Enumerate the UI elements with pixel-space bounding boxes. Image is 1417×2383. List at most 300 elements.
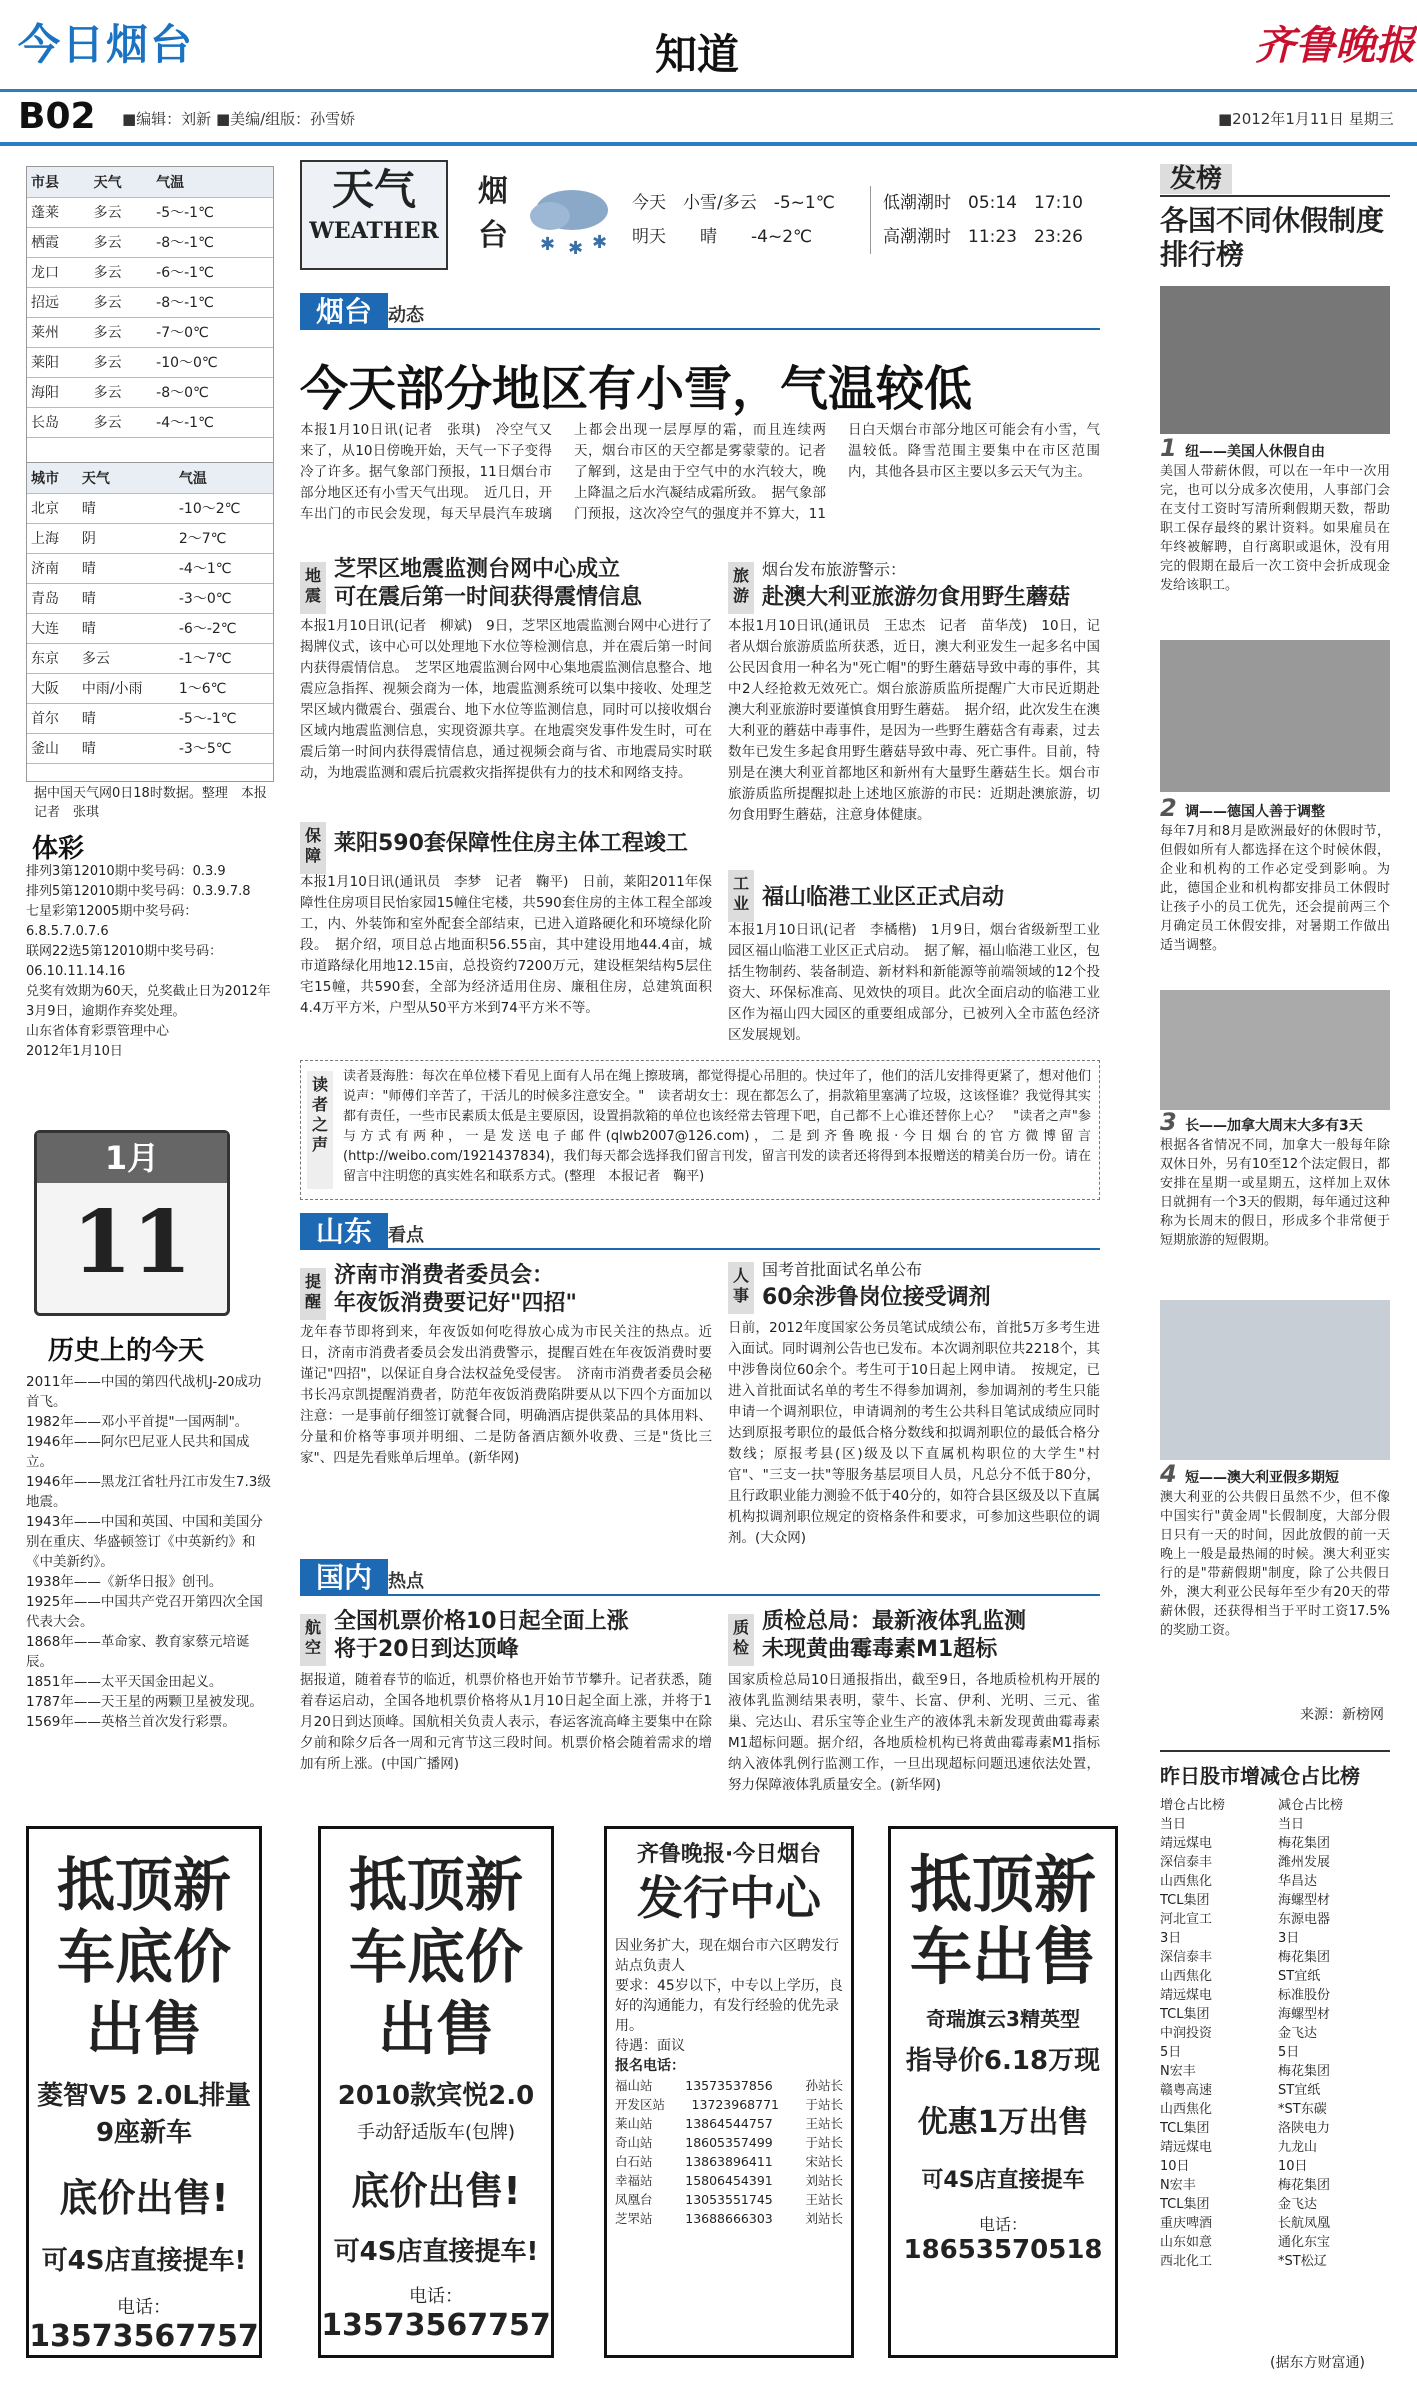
ad-contact-cell: 15806454391: [685, 2173, 773, 2188]
history-item: 1569年——英格兰首次发行彩票。: [26, 1714, 236, 1730]
county-weather-row: [27, 287, 273, 317]
county-weather-cell: 莱阳: [27, 347, 90, 377]
stock-decrease-item: 潍州发展: [1278, 1855, 1331, 1870]
history-item: 1851年——太平天国金田起义。: [26, 1674, 223, 1690]
stock-decrease-item: ST宜纸: [1278, 2083, 1321, 2098]
calendar: [34, 1130, 230, 1316]
tide-low: 低潮潮时 05:14 17:10: [883, 193, 1083, 213]
reader-vtag: 读者之声: [307, 1071, 333, 1189]
story4-body: 本报1月10日讯(记者 李橘楷) 1月9日，烟台省级新型工业园区福山临港工业区正式启动。 据了解，福山临港工业区，包括生物制药、装备制造、新材料和新能源等前端领域的12个投资大、环保标准高、见效快的项目。此次全面启动的临港工业区作为福山四大园区的重要组成部分，已被列入全市蓝色经济区发展规划。: [728, 922, 1100, 1043]
stock-increase-item: 5日: [1160, 2045, 1182, 2060]
lottery-line: 排列5第12010期中奖号码：0.3.9.7.8: [26, 884, 251, 899]
ad-contact-cell: 王站长: [805, 2116, 843, 2131]
stock-decrease-item: 梅花集团: [1278, 2064, 1331, 2079]
history-item: 1943年——中国和英国、中国和美国分别在重庆、华盛顿签订《中英新约》和《中美新约》。: [26, 1514, 263, 1570]
lottery-list: [26, 862, 274, 1062]
stock-increase-item: 靖远煤电: [1160, 2140, 1213, 2155]
stock-increase-item: 靖远煤电: [1160, 1988, 1213, 2003]
stock-increase-item: TCL集团: [1160, 2007, 1210, 2022]
section-title: 知道: [655, 30, 740, 79]
holiday-item-3: [1160, 1108, 1390, 1250]
story4-vtag: 工业: [728, 870, 754, 922]
ad1-promo: 底价出售!: [59, 2176, 229, 2220]
city-weather-cell: 北京: [27, 493, 78, 523]
ad-contact-cell: 宋站长: [805, 2154, 843, 2169]
gn-s2-body: 国家质检总局10日通报指出，截至9日，各地质检机构开展的液体乳监测结果表明，蒙牛、长富、伊利、光明、三元、雀巢、完达山、君乐宝等企业生产的液体乳未新发现黄曲霉毒素M1超标问题。据介绍，各地质检机构已将黄曲霉毒素M1指标纳入液体乳例行监测工作，一旦出现超标问题迅速依法处置，努力保障液体乳质量安全。(新华网): [728, 1672, 1100, 1793]
city-weather-row: [27, 733, 273, 763]
ad-contact-cell: 13863896411: [685, 2154, 773, 2169]
county-weather-cell: 多云: [90, 317, 153, 347]
city-weather-cell: 大连: [27, 613, 78, 643]
holiday-item-number: 4: [1160, 1460, 1186, 1488]
calendar-month: 1月: [37, 1133, 227, 1183]
stock-decrease-item: 洛陕电力: [1278, 2121, 1331, 2136]
city-weather-cell: 2～7℃: [175, 523, 273, 553]
county-weather-cell: -10～0℃: [152, 347, 273, 377]
ad2-shop: 可4S店直接提车!: [333, 2237, 539, 2267]
ad2-promo: 底价出售!: [351, 2169, 521, 2213]
stock-decrease-item: 减仓占比榜: [1278, 1798, 1344, 1813]
county-weather-cell: 龙口: [27, 257, 90, 287]
stock-increase-item: 山西焦化: [1160, 1874, 1213, 1889]
sd-s1-vtag: 提醒: [300, 1268, 326, 1320]
history-item: 1938年——《新华日报》创刊。: [26, 1574, 223, 1590]
ad-contact-cell: 幸福站: [615, 2173, 653, 2188]
history-title: 历史上的今天: [48, 1336, 205, 1366]
stock-increase-item: 增仓占比榜: [1160, 1798, 1226, 1813]
ad-contact-cell: 芝罘站: [615, 2211, 653, 2226]
story3-body: 本报1月10日讯(通讯员 王忠杰 记者 苗华茂) 10日，记者从烟台旅游质监所获悉，近日，澳大利亚发生一起多名中国公民因食用一种名为"死亡帽"的野生蘑菇导致中毒的事件，其中2人经抢救无效死亡。烟台旅游质监所提醒广大市民近期赴澳大利亚旅游时要谨慎食用野生蘑菇。 据介绍，此次发生在澳大利亚的蘑菇中毒事件，是因为一些野生蘑菇含有毒素，过去数年已发生多起食用野生蘑菇导致中毒、死亡事件。目前，特别是在澳大利亚首都地区和新州有大量野生蘑菇生长。烟台市旅游质监所提醒拟赴上述地区旅游的市民：近期赴澳旅游，切勿食用野生蘑菇，注意身体健康。: [728, 618, 1100, 823]
shandong-tag: 山东: [300, 1213, 388, 1250]
stock-decrease-item: 梅花集团: [1278, 1950, 1331, 1965]
county-weather-cell: -4～-1℃: [152, 407, 273, 437]
holiday-tag-bar: [1160, 158, 1390, 197]
county-weather-cell: 多云: [90, 407, 153, 437]
county-weather-cell: 莱州: [27, 317, 90, 347]
city-weather-cell: 晴: [78, 613, 175, 643]
sd-s2-headline: [762, 1256, 1102, 1312]
city-weather-cell: 青岛: [27, 583, 78, 613]
stock-decrease-item: 梅花集团: [1278, 1836, 1331, 1851]
city-weather-row: [27, 673, 273, 703]
svg-text:✱: ✱: [568, 238, 584, 258]
city-weather-cell: -3～0℃: [175, 583, 273, 613]
reader-body: 读者聂海胜：每次在单位楼下看见上面有人吊在绳上擦玻璃，都觉得提心吊胆的。快过年了，他们的活儿安排得更紧了，想对他们说声："师傅们辛苦了，干活儿的时候多注意安全。" 读者胡女士：现在都怎么了，捐款箱里塞满了垃圾，这该怪谁？我觉得其实都有责任，一些市民素质太低是主要原因，设置捐款箱的单位也该经常去管理下吧，自己都不上心谁还替你上心？ "读者之声"参与方式有两种，一是发送电子邮件(qlwb2007@126.com)，二是到齐鲁晚报·今日烟台的官方微博留言(http://weibo.com/1921437834)，我们每天都会选择我们留言刊发，留言刊发的读者还将得到本报赠送的精美台历一份。请在留言中注明您的真实姓名和联系方式。(整理 本报记者 鞠平): [343, 1069, 1091, 1184]
ad-contact-row: [615, 2076, 843, 2095]
gn-s2-head1: 质检总局：最新液体乳监测: [762, 1609, 1027, 1634]
stocks-increase-col: [1160, 1796, 1275, 2271]
stock-increase-item: 山西焦化: [1160, 1969, 1213, 1984]
city-weather-cell: 晴: [78, 553, 175, 583]
stock-decrease-item: 通化东宝: [1278, 2235, 1331, 2250]
county-weather-header-cell: 气温: [152, 167, 273, 197]
stock-decrease-item: ST宜纸: [1278, 1969, 1321, 1984]
yantai-tag: 烟台: [300, 293, 388, 330]
city-weather-header-cell: 气温: [175, 463, 273, 493]
ad1-phone-label: 电话：: [117, 2297, 171, 2318]
county-weather-cell: 蓬莱: [27, 197, 90, 227]
ad-car-3: [888, 1826, 1118, 2358]
lottery-line: 山东省体育彩票管理中心: [26, 1024, 170, 1039]
ad-car-1: [26, 1826, 262, 2358]
ad-contact-cell: 13053551745: [685, 2192, 773, 2207]
city-weather-cell: 中雨/小雨: [78, 673, 175, 703]
stock-decrease-item: 东源电器: [1278, 1912, 1331, 1927]
county-weather-cell: -8～0℃: [152, 377, 273, 407]
ad2-sub: 手动舒适版车(包牌): [356, 2122, 516, 2143]
ad-contact-row: [615, 2114, 843, 2133]
city-weather-cell: 晴: [78, 493, 175, 523]
sd-s1-head1: 济南市消费者委员会：: [334, 1263, 555, 1288]
city-weather-cell: -6～-2℃: [175, 613, 273, 643]
lottery-line: 七星彩第12005期中奖号码：6.8.5.7.0.7.6: [26, 904, 198, 939]
city-weather-row: [27, 703, 273, 733]
ad2-title: 抵顶新车底价出售: [348, 1851, 523, 2063]
svg-text:✱: ✱: [540, 234, 556, 255]
yantai-sub: 动态: [388, 305, 425, 326]
county-weather-row: [27, 197, 273, 227]
ad3-title2: 发行中心: [637, 1871, 821, 1925]
ad3-wait: 待遇：面议: [615, 2038, 685, 2054]
shandong-section-bar: [300, 1210, 1100, 1250]
stock-decrease-item: 九龙山: [1278, 2140, 1318, 2155]
county-weather-cell: 多云: [90, 197, 153, 227]
weather-source: 据中国天气网0日18时数据。整理 本报记者 张琪: [34, 786, 267, 820]
ad1-shop: 可4S店直接提车!: [41, 2246, 247, 2276]
holiday-item-body: 澳大利亚的公共假日虽然不少，但不像中国实行"黄金周"长假制度，大部分假日只有一天的时间，因此放假的前一天晚上一般是最热闹的时候。澳大利亚实行的是"带薪假期"制度，除了公共假日外，澳大利亚公民每年至少有20天的带薪休假，还获得相当于平时工资17.5%的奖励工资。: [1160, 1490, 1390, 1638]
yantai-headline: 今天部分地区有小雪，气温较低: [300, 361, 973, 417]
county-weather-cell: 海阳: [27, 377, 90, 407]
county-weather-cell: -8～-1℃: [152, 287, 273, 317]
stock-increase-item: TCL集团: [1160, 1893, 1210, 1908]
city-weather-cell: -3～5℃: [175, 733, 273, 763]
stock-decrease-item: 金飞达: [1278, 2197, 1318, 2212]
stock-increase-item: 3日: [1160, 1931, 1182, 1946]
holiday-item-head: 短——澳大利亚假多期短: [1185, 1470, 1340, 1486]
county-weather-cell: -8～-1℃: [152, 227, 273, 257]
county-weather-row: [27, 407, 273, 437]
yantai-section-bar: [300, 290, 1100, 330]
holiday-item-number: 1: [1160, 434, 1186, 462]
gn-s1-head1: 全国机票价格10日起全面上涨: [334, 1609, 629, 1634]
ad-car-2: [318, 1826, 554, 2358]
ad-contact-cell: 13864544757: [685, 2116, 773, 2131]
county-weather-row: [27, 227, 273, 257]
history-item: 1925年——中国共产党召开第四次全国代表大会。: [26, 1594, 263, 1630]
story1-vtag: 地震: [300, 562, 326, 614]
story1-body: 本报1月10日讯(记者 柳斌) 9日，芝罘区地震监测台网中心进行了揭牌仪式，该中心可以处理地下水位等检测信息，并在震后第一时间内获得震情信息。 芝罘区地震监测台网中心集地震监测信息整合、地震应急指挥、视频会商为一体，地震监测系统可以集中接收、处理芝罘区域内微震台、强震台、地下水位等监测信息，同时可以接收烟台区域内地震监测信息，实现资源共享。在地震突发事件发生时，可在震后第一时间内获得震情信息，通过视频会商与省、市地震局实时联动，为地震监测和震后抗震救灾指挥提供有力的技术和网络支持。: [300, 618, 712, 781]
ad3-contacts-head: 报名电话：: [615, 2058, 685, 2074]
lottery-line: 兑奖有效期为60天，兑奖截止日为2012年3月9日，逾期作弃奖处理。: [26, 984, 271, 1019]
photo-germany: [1160, 640, 1390, 792]
weather-badge: [300, 160, 448, 270]
holiday-item-body: 根据各省情况不同，加拿大一般每年除双休日外，另有10至12个法定假日，都安排在星期一或星期五，这样加上双休日就拥有一个3天的假期，每年通过这种称为长周末的假日，形成多个非常便于短期旅游的短假期。: [1160, 1138, 1390, 1248]
stock-increase-item: 山西焦化: [1160, 2102, 1213, 2117]
ad-contact-cell: 18605357499: [685, 2135, 773, 2150]
city-weather-cell: 晴: [78, 733, 175, 763]
stock-decrease-item: 标准股份: [1278, 1988, 1331, 2003]
stock-increase-item: 中润投资: [1160, 2026, 1213, 2041]
ad-contact-cell: 奇山站: [615, 2135, 653, 2150]
ad-contact-cell: 刘站长: [805, 2173, 843, 2188]
stocks-decrease-col: [1278, 1796, 1393, 2271]
stock-decrease-item: 海螺型材: [1278, 2007, 1331, 2022]
stock-decrease-item: 当日: [1278, 1817, 1305, 1832]
tide-table: [870, 186, 1090, 254]
weather-city: [478, 170, 508, 258]
weather-badge-cn: 天气: [331, 165, 416, 214]
ad-contact-cell: 13573537856: [685, 2078, 773, 2093]
ad-contact-row: [615, 2152, 843, 2171]
stock-decrease-item: *ST东碳: [1278, 2102, 1327, 2117]
ad-contact-cell: 于站长: [805, 2135, 843, 2150]
stock-increase-item: N宏丰: [1160, 2064, 1196, 2079]
ad-contact-row: [615, 2209, 843, 2228]
city-weather-cell: -1～7℃: [175, 643, 273, 673]
sd-s1-head2: 年夜饭消费要记好"四招": [334, 1291, 577, 1316]
holiday-item-head: 调——德国人善于调整: [1185, 804, 1326, 820]
lottery-line: 排列3第12010期中奖号码：0.3.9: [26, 864, 226, 879]
history-item: 1787年——天王星的两颗卫星被发现。: [26, 1694, 263, 1710]
ad-contact-cell: 凤凰台: [615, 2192, 653, 2207]
gn-s2-vtag: 质检: [728, 1614, 754, 1666]
history-item: 1868年——革命家、教育家蔡元培诞辰。: [26, 1634, 250, 1670]
holiday-item-head: 纽——美国人休假自由: [1185, 444, 1326, 460]
history-item: 1982年——邓小平首提"一国两制"。: [26, 1414, 249, 1430]
ad4-phone-label: 电话：: [978, 2215, 1027, 2234]
ad-distribution: [604, 1826, 854, 2358]
story3-headline: [762, 556, 1102, 612]
city-weather-cell: 大阪: [27, 673, 78, 703]
holiday-source: 来源：新榜网: [1300, 1707, 1384, 1723]
brand-title: 今日烟台: [18, 20, 195, 69]
ad3-req: 要求：45岁以下，中专以上学历，良好的沟通能力，有发行经验的优先录用。: [615, 1978, 843, 2034]
county-weather-cell: 栖霞: [27, 227, 90, 257]
stock-decrease-item: 梅花集团: [1278, 2178, 1331, 2193]
city-weather-cell: 济南: [27, 553, 78, 583]
county-weather-cell: -5～-1℃: [152, 197, 273, 227]
stock-increase-item: 西北化工: [1160, 2254, 1213, 2269]
ad2-phone: 13573567757: [321, 2308, 551, 2343]
gn-s2-head2: 未现黄曲霉毒素M1超标: [762, 1637, 998, 1662]
city-weather-cell: -5～-1℃: [175, 703, 273, 733]
city-weather-cell: 1～6℃: [175, 673, 273, 703]
county-weather-cell: 多云: [90, 377, 153, 407]
gn-s1-vtag: 航空: [300, 1614, 326, 1666]
ad-contact-cell: 白石站: [615, 2154, 653, 2169]
ad-contact-cell: 13723968771: [691, 2097, 779, 2112]
ad-contact-cell: 开发区站: [615, 2097, 666, 2112]
city-weather-cell: 阴: [78, 523, 175, 553]
ad3-title: 齐鲁晚报·今日烟台: [636, 1842, 822, 1867]
city-weather-cell: 多云: [78, 643, 175, 673]
story3-vtag: 旅游: [728, 562, 754, 614]
sd-s2-body: 日前，2012年度国家公务员笔试成绩公布，首批5万多考生进入面试。同时调剂公告也已发布。本次调剂职位共2218个，其中涉鲁岗位60余个。考生可于10日起上网申请。 按规定，已进入首批面试名单的考生不得参加调剂，参加调剂的考生只能申请一个调剂职位，申请调剂的考生公共科目笔试成绩应同时达到原报考职位的最低合格分数线和拟调剂职位的最低合格分数线；原报考县(区)级及以下直属机构职位的大学生"村官"、"三支一扶"等服务基层项目人员，凡总分不低于80分，且行政职业能力测验不低于40分的，如符合县区级及以下直属机构拟调剂职位规定的资格条件和要求，可参加这些职位的调剂。(大众网): [728, 1320, 1100, 1546]
calendar-day: 11: [72, 1192, 192, 1293]
county-weather-row: [27, 257, 273, 287]
ad-contact-cell: 于站长: [805, 2097, 843, 2112]
city-weather-header-cell: 城市: [27, 463, 78, 493]
ad4-promo: 优惠1万出售: [917, 2105, 1089, 2140]
story2-vtag: 保障: [300, 822, 326, 874]
ad-contact-cell: 刘站长: [805, 2211, 843, 2226]
ad1-model: 菱智V5 2.0L排量9座新车: [37, 2081, 251, 2148]
ad-contact-cell: 孙站长: [805, 2078, 843, 2093]
stock-decrease-item: 海螺型材: [1278, 1893, 1331, 1908]
city-weather-cell: 釜山: [27, 733, 78, 763]
holiday-item-number: 3: [1160, 1108, 1186, 1136]
ad4-price: 指导价6.18万现: [905, 2046, 1101, 2076]
stock-decrease-item: 长航凤凰: [1278, 2216, 1331, 2231]
ad4-title: 抵顶新车出售: [909, 1848, 1096, 1993]
page-number: B02: [18, 96, 96, 137]
stock-decrease-item: 金飞达: [1278, 2026, 1318, 2041]
gn-s2-headline: [762, 1608, 1102, 1664]
county-weather-cell: -6～-1℃: [152, 257, 273, 287]
story3-head2: 赴澳大利亚旅游勿食用野生蘑菇: [762, 585, 1071, 610]
city-weather-header-cell: 天气: [78, 463, 175, 493]
weather-badge-en: WEATHER: [309, 218, 439, 244]
stock-increase-item: TCL集团: [1160, 2121, 1210, 2136]
history-item: 1946年——阿尔巴尼亚人民共和国成立。: [26, 1434, 250, 1470]
history-item: 1946年——黑龙江省牡丹江市发生7.3级地震。: [26, 1474, 271, 1510]
city-weather-cell: 首尔: [27, 703, 78, 733]
paper-logo: 齐鲁晚报: [1255, 22, 1415, 69]
reader-voice-box: [300, 1060, 1100, 1200]
county-weather-cell: 招远: [27, 287, 90, 317]
sd-s1-body: 龙年春节即将到来，年夜饭如何吃得放心成为市民关注的热点。近日，济南市消费者委员会发出消费警示，提醒百姓在年夜饭消费时要谨记"四招"，以保证自身合法权益免受侵害。 济南市消费者委员会秘书长冯京凯提醒消费者，防范年夜饭消费陷阱要从以下四个方面加以注意：一是事前仔细签订就餐合同，明确酒店提供菜品的具体用料、分量和价格等事项并明细、二是防备酒店额外收费、三是"货比三家"、四是先看账单后埋单。(新华网): [300, 1324, 712, 1466]
stock-increase-item: 当日: [1160, 1817, 1187, 1832]
stocks-title: 昨日股市增减仓占比榜: [1160, 1750, 1390, 1789]
county-weather-row: [27, 347, 273, 377]
city-weather-row: [27, 643, 273, 673]
stock-increase-item: 深信泰丰: [1160, 1855, 1213, 1870]
county-weather-header-cell: 天气: [90, 167, 153, 197]
county-weather-cell: 多云: [90, 227, 153, 257]
holiday-item-body: 每年7月和8月是欧洲最好的休假时节，但假如所有人都选择在这个时候休假，企业和机构的工作必定受到影响。为此，德国企业和机构都安排员工休假时让孩子小的员工优先，还会提前两三个月确定员工休假安排，对暑期工作做出适当调整。: [1160, 824, 1390, 953]
ad1-title: 抵顶新车底价出售: [56, 1851, 231, 2063]
city-weather-row: [27, 523, 273, 553]
holiday-item-1: [1160, 434, 1390, 595]
stock-increase-item: N宏丰: [1160, 2178, 1196, 2193]
stock-increase-item: 山东如意: [1160, 2235, 1213, 2250]
holiday-item-number: 2: [1160, 794, 1186, 822]
stock-decrease-item: 5日: [1278, 2045, 1300, 2060]
stocks-source: (据东方财富通): [1270, 2355, 1365, 2371]
stock-increase-item: 深信泰丰: [1160, 1950, 1213, 1965]
city-weather-table: [26, 462, 274, 782]
ad3-contacts: [615, 2076, 843, 2228]
story1-head1: 芝罘区地震监测台网中心成立: [334, 557, 621, 582]
tide-high: 高潮潮时 11:23 23:26: [883, 227, 1083, 247]
guonei-tag: 国内: [300, 1559, 388, 1596]
gn-s1-body: 据报道，随着春节的临近，机票价格也开始节节攀升。记者获悉，随着春运启动，全国各地机票价格将从1月10日起全面上涨，并将于1月20日到达顶峰。国航相关负责人表示，春运客流高峰主要集中在除夕前和除夕后各一周和元宵节这三段时间。机票价格会随着需求的增加有所上涨。(中国广播网): [300, 1672, 712, 1772]
holiday-item-2: [1160, 794, 1390, 955]
city-weather-cell: 晴: [78, 583, 175, 613]
weather-city-1: 烟: [478, 174, 508, 209]
county-weather-cell: 多云: [90, 347, 153, 377]
city-weather-cell: 晴: [78, 703, 175, 733]
photo-canada: [1160, 990, 1390, 1110]
stock-increase-item: TCL集团: [1160, 2197, 1210, 2212]
gn-s1-headline: [334, 1608, 714, 1664]
story3-head1: 烟台发布旅游警示：: [762, 560, 907, 579]
stock-increase-item: 河北宣工: [1160, 1912, 1213, 1927]
holiday-item-4: [1160, 1460, 1390, 1640]
city-weather-cell: 上海: [27, 523, 78, 553]
photo-usa: [1160, 286, 1390, 434]
stock-decrease-item: *ST松辽: [1278, 2254, 1327, 2269]
sd-s2-head2: 60余涉鲁岗位接受调剂: [762, 1285, 991, 1310]
county-weather-cell: 多云: [90, 257, 153, 287]
holiday-title: 各国不同休假制度排行榜: [1160, 204, 1385, 271]
city-weather-row: [27, 613, 273, 643]
story2-body: 本报1月10日讯(通讯员 李梦 记者 鞠平) 日前，莱阳2011年保障性住房项目民怡家园15幢住宅楼，共590套住房的主体工程全部竣工，内、外装饰和室外配套全部结束，已进入道路硬化和环境绿化阶段。 据介绍，项目总占地面积56.55亩，其中建设用地44.4亩，城市道路绿化用地12.15亩，总投资约7200万元，建设框架结构5层住宅15幢，共590套，全部为经济适用住房、廉租住房，总建筑面积4.4万平方米，户型从50平方米到74平方米不等。: [300, 874, 712, 1016]
story1-head2: 可在震后第一时间获得震情信息: [334, 585, 643, 610]
ad2-phone-label: 电话：: [409, 2286, 463, 2307]
history-item: 2011年——中国的第四代战机J-20成功首飞。: [26, 1374, 262, 1410]
city-weather-cell: -4～1℃: [175, 553, 273, 583]
gn-s1-head2: 将于20日到达顶峰: [334, 1637, 519, 1662]
stock-increase-item: 赣粤高速: [1160, 2083, 1213, 2098]
ad-contact-row: [615, 2190, 843, 2209]
ad-contact-cell: 莱山站: [615, 2116, 653, 2131]
city-weather-row: [27, 583, 273, 613]
sd-s2-vtag: 人事: [728, 1262, 754, 1314]
forecast-tomorrow: 明天 晴 -4~2℃: [632, 227, 813, 247]
svg-text:✱: ✱: [592, 232, 608, 253]
holiday-tag: 发榜: [1160, 164, 1232, 194]
snow-cloud-icon: [520, 178, 620, 258]
city-weather-cell: -10～2℃: [175, 493, 273, 523]
photo-australia: [1160, 1300, 1390, 1460]
stock-decrease-item: 10日: [1278, 2159, 1308, 2174]
story2-headline: 莱阳590套保障性住房主体工程竣工: [334, 831, 688, 856]
ad4-model: 奇瑞旗云3精英型: [926, 2007, 1080, 2031]
county-weather-cell: 长岛: [27, 407, 90, 437]
ad3-intro: 因业务扩大，现在烟台市六区聘发行站点负责人: [615, 1938, 839, 1974]
ad4-shop: 可4S店直接提车: [921, 2168, 1085, 2193]
holiday-item-head: 长——加拿大周末大多有3天: [1185, 1118, 1363, 1134]
forecast-today: 今天 小雪/多云 -5~1℃: [632, 193, 835, 213]
city-weather-row: [27, 553, 273, 583]
county-weather-header-cell: 市县: [27, 167, 90, 197]
stock-increase-item: 靖远煤电: [1160, 1836, 1213, 1851]
sd-s1-headline: [334, 1262, 714, 1318]
ad4-phone: 18653570518: [903, 2235, 1103, 2265]
city-weather-cell: 东京: [27, 643, 78, 673]
header-divider: [0, 142, 1417, 146]
guonei-section-bar: [300, 1556, 1100, 1596]
city-weather-row: [27, 493, 273, 523]
county-weather-row: [27, 377, 273, 407]
county-weather-cell: 多云: [90, 287, 153, 317]
yantai-lead: 本报1月10日讯(记者 张琪) 冷空气又来了，从10日傍晚开始，天气一下子变得冷了许多。据气象部门预报，11日烟台市部分地区还有小雪天气出现。 近几日，开车出门的市民会发现，每天早晨汽车玻璃上都会出现一层厚厚的霜，而且连续两天，烟台市区的天空都是雾蒙蒙的。记者了解到，这是由于空气中的水汽较大，晚上降温之后水汽凝结成霜所致。 据气象部门预报，这次冷空气的强度并不算大，11日白天烟台市部分地区可能会有小雪，气温较低。降雪范围主要集中在市区范围内，其他各县市区主要以多云天气为主。: [300, 422, 1100, 522]
weather-city-2: 台: [478, 218, 508, 253]
forecast: [632, 186, 862, 254]
history-list: [26, 1372, 274, 1732]
stock-increase-item: 重庆啤酒: [1160, 2216, 1213, 2231]
sd-s2-head1: 国考首批面试名单公布: [762, 1260, 923, 1279]
editor-line: ■编辑：刘新 ■美编/组版：孙雪娇: [122, 110, 356, 128]
holiday-item-body: 美国人带薪休假，可以在一年中一次用完，也可以分成多次使用，人事部门会在支付工资时写清所剩假期天数，帮助职工保存最终的累计资料。如果雇员在年终被解聘，自行离职或退休，没有用完的假期在最后一次工资中会折成现金发给该职工。: [1160, 464, 1390, 593]
stock-decrease-item: 华昌达: [1278, 1874, 1318, 1889]
shandong-sub: 看点: [388, 1225, 425, 1246]
ad-contact-cell: 福山站: [615, 2078, 653, 2093]
ad2-model: 2010款宾悦2.0: [337, 2081, 535, 2111]
county-weather-table: [26, 166, 274, 506]
lottery-line: 联网22选5第12010期中奖号码：06.10.11.14.16: [26, 944, 223, 979]
